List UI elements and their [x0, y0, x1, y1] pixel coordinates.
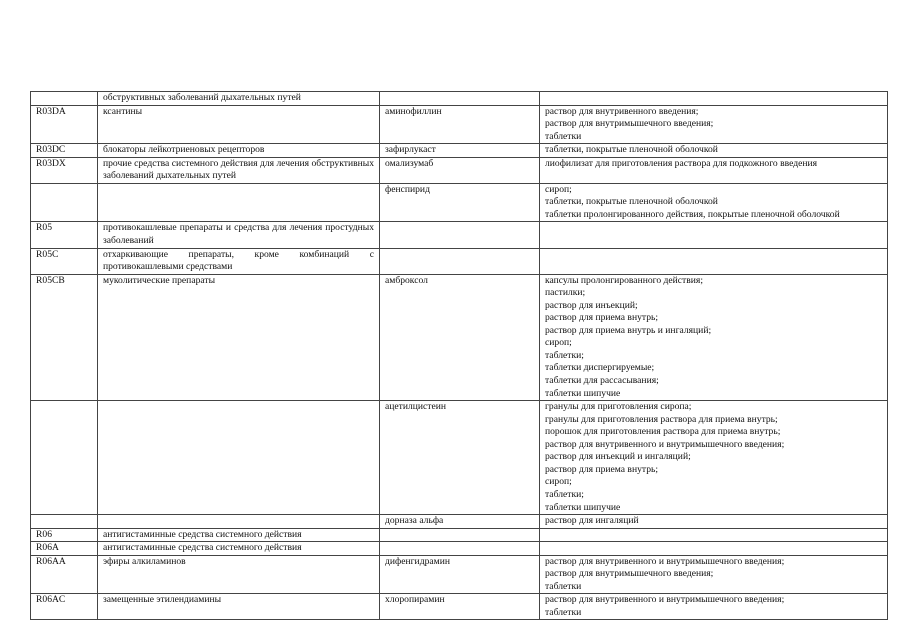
- substance-cell: зафирлукаст: [380, 144, 540, 158]
- substance-cell: [380, 248, 540, 274]
- dosage-form-line: таблетки;: [545, 488, 584, 500]
- group-name-cell: [98, 401, 380, 515]
- group-name-cell: замещенные этилендиамины: [98, 594, 380, 620]
- table-row: [31, 528, 888, 542]
- dosage-form-line: раствор для ингаляций: [545, 515, 639, 527]
- substance-cell: фенспирид: [380, 183, 540, 222]
- dosage-forms-cell: [540, 528, 888, 542]
- group-name-cell: обструктивных заболеваний дыхательных путей: [98, 92, 380, 106]
- dosage-form-line: гранулы для приготовления раствора для приема внутрь;: [545, 413, 778, 425]
- atc-code-cell: [31, 92, 98, 106]
- dosage-form-line: раствор для приема внутрь;: [545, 312, 659, 324]
- dosage-form-line: таблетки: [545, 580, 582, 592]
- atc-code-cell: R06A: [31, 542, 98, 556]
- dosage-forms-cell: [540, 183, 888, 222]
- dosage-forms-cell: [540, 248, 888, 274]
- dosage-form-line: раствор для внутримышечного введения;: [545, 568, 714, 580]
- dosage-forms-cell: [540, 401, 888, 515]
- substance-cell: [380, 542, 540, 556]
- dosage-forms-cell: [540, 515, 888, 529]
- group-name-cell: эфиры алкиламинов: [98, 555, 380, 594]
- dosage-form-line: таблетки: [545, 606, 582, 618]
- dosage-form-line: раствор для внутримышечного введения;: [545, 118, 714, 130]
- table-body: [31, 92, 888, 620]
- substance-cell: [380, 222, 540, 248]
- table-row: [31, 157, 888, 183]
- dosage-forms-cell: [540, 105, 888, 144]
- table-row: [31, 183, 888, 222]
- table-row: [31, 515, 888, 529]
- dosage-form-line: раствор для внутривенного и внутримышечного введения;: [545, 438, 785, 450]
- dosage-form-line: лиофилизат для приготовления раствора для подкожного введения: [545, 157, 818, 169]
- dosage-forms-cell: [540, 542, 888, 556]
- group-name-cell: отхаркивающие препараты, кроме комбинаций с противокашлевыми средствами: [98, 248, 380, 274]
- dosage-form-line: таблетки шипучие: [545, 501, 621, 513]
- group-name-cell: блокаторы лейкотриеновых рецепторов: [98, 144, 380, 158]
- dosage-form-line: гранулы для приготовления сиропа;: [545, 401, 692, 413]
- dosage-form-line: таблетки диспергируемые;: [545, 362, 655, 374]
- substance-cell: дифенгидрамин: [380, 555, 540, 594]
- table-row: [31, 92, 888, 106]
- atc-code-cell: R06AA: [31, 555, 98, 594]
- dosage-form-line: таблетки, покрытые пленочной оболочкой: [545, 144, 718, 156]
- table-row: [31, 144, 888, 158]
- group-name-cell: [98, 515, 380, 529]
- substance-cell: ацетилцистеин: [380, 401, 540, 515]
- dosage-forms-cell: [540, 92, 888, 106]
- dosage-form-line: раствор для внутривенного и внутримышечного введения;: [545, 594, 785, 606]
- dosage-form-line: пастилки;: [545, 287, 586, 299]
- dosage-form-line: порошок для приготовления раствора для приема внутрь;: [545, 426, 781, 438]
- atc-code-cell: R05C: [31, 248, 98, 274]
- group-name-cell: ксантины: [98, 105, 380, 144]
- table-row: [31, 105, 888, 144]
- table-row: [31, 555, 888, 594]
- dosage-forms-cell: [540, 555, 888, 594]
- table-row: [31, 542, 888, 556]
- dosage-forms-cell: [540, 144, 888, 158]
- atc-code-cell: R05: [31, 222, 98, 248]
- table-row: [31, 274, 888, 400]
- dosage-forms-cell: [540, 274, 888, 400]
- group-name-cell: прочие средства системного действия для лечения обструктивных заболеваний дыхательных путей: [98, 157, 380, 183]
- atc-code-cell: R03DA: [31, 105, 98, 144]
- substance-cell: амброксол: [380, 274, 540, 400]
- dosage-forms-cell: [540, 157, 888, 183]
- dosage-form-line: таблетки;: [545, 349, 584, 361]
- dosage-form-line: таблетки, покрытые пленочной оболочкой: [545, 196, 718, 208]
- table-row: [31, 401, 888, 515]
- dosage-form-line: таблетки для рассасывания;: [545, 375, 659, 387]
- dosage-forms-cell: [540, 594, 888, 620]
- substance-cell: хлоропирамин: [380, 594, 540, 620]
- dosage-form-line: раствор для приема внутрь;: [545, 463, 659, 475]
- drug-classification-table: [30, 91, 888, 620]
- group-name-cell: [98, 183, 380, 222]
- group-name-cell: антигистаминные средства системного действия: [98, 528, 380, 542]
- dosage-form-line: сироп;: [545, 183, 572, 195]
- substance-cell: [380, 92, 540, 106]
- dosage-form-line: раствор для инъекций;: [545, 299, 638, 311]
- group-name-cell: противокашлевые препараты и средства для лечения простудных заболеваний: [98, 222, 380, 248]
- table-row: [31, 222, 888, 248]
- dosage-form-line: таблетки: [545, 130, 582, 142]
- dosage-form-line: раствор для внутривенного введения;: [545, 105, 699, 117]
- substance-cell: [380, 528, 540, 542]
- atc-code-cell: R06AC: [31, 594, 98, 620]
- dosage-form-line: сироп;: [545, 476, 572, 488]
- dosage-forms-cell: [540, 222, 888, 248]
- dosage-form-line: сироп;: [545, 337, 572, 349]
- atc-code-cell: R03DX: [31, 157, 98, 183]
- group-name-cell: муколитические препараты: [98, 274, 380, 400]
- table-row: [31, 594, 888, 620]
- table-row: [31, 248, 888, 274]
- substance-cell: аминофиллин: [380, 105, 540, 144]
- atc-code-cell: R05CB: [31, 274, 98, 400]
- dosage-form-line: таблетки пролонгированного действия, покрытые пленочной оболочкой: [545, 208, 840, 220]
- atc-code-cell: [31, 515, 98, 529]
- group-name-cell: антигистаминные средства системного действия: [98, 542, 380, 556]
- dosage-form-line: таблетки шипучие: [545, 387, 621, 399]
- substance-cell: дорназа альфа: [380, 515, 540, 529]
- dosage-form-line: капсулы пролонгированного действия;: [545, 274, 703, 286]
- atc-code-cell: [31, 401, 98, 515]
- dosage-form-line: раствор для инъекций и ингаляций;: [545, 451, 691, 463]
- atc-code-cell: R06: [31, 528, 98, 542]
- atc-code-cell: [31, 183, 98, 222]
- dosage-form-line: раствор для приема внутрь и ингаляций;: [545, 324, 712, 336]
- substance-cell: омализумаб: [380, 157, 540, 183]
- atc-code-cell: R03DC: [31, 144, 98, 158]
- dosage-form-line: раствор для внутривенного и внутримышечного введения;: [545, 555, 785, 567]
